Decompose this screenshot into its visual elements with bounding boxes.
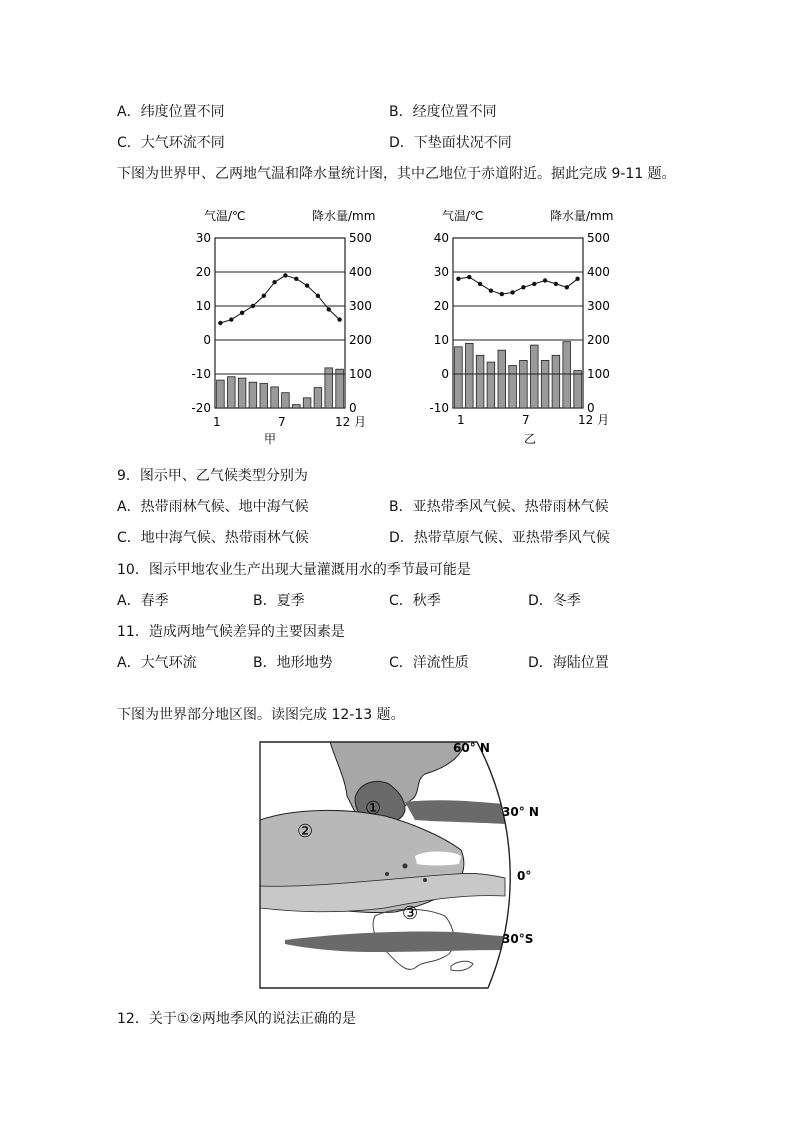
temp-point (532, 282, 536, 286)
precip-tick-label: 200 (587, 333, 610, 347)
temp-tick-label: -10 (429, 401, 449, 415)
precip-bar (249, 382, 257, 408)
precip-bar (476, 355, 484, 408)
temp-tick-label: -10 (191, 367, 211, 381)
q9-option-a: A．热带雨林气候、地中海气候 (117, 499, 309, 515)
temp-point (251, 304, 255, 308)
marker-3: ③ (402, 903, 419, 924)
q10-stem: 10．图示甲地农业生产出现大量灌溉用水的季节最可能是 (117, 562, 471, 578)
prev-option-b: B．经度位置不同 (389, 104, 497, 120)
precip-bar (293, 405, 301, 408)
q9-option-b: B．亚热带季风气候、热带雨林气候 (389, 499, 609, 515)
precip-bar (228, 377, 236, 408)
temp-tick-label: 0 (203, 333, 211, 347)
precip-bar (336, 369, 344, 408)
precip-bar (498, 350, 506, 408)
precip-tick-label: 100 (349, 367, 372, 381)
q12-stem: 12．关于①②两地季风的说法正确的是 (117, 1011, 356, 1027)
precip-bar (520, 360, 528, 408)
temp-tick-label: 20 (433, 299, 449, 313)
temp-point (305, 283, 309, 287)
precip-tick-label: 500 (349, 231, 372, 245)
q11-option-b: B．地形地势 (253, 655, 333, 671)
precip-bar (509, 366, 517, 409)
temp-point (327, 307, 331, 311)
precip-bar (563, 342, 571, 408)
precip-tick-label: 0 (349, 401, 357, 415)
q9-option-d: D．热带草原气候、亚热带季风气候 (389, 530, 610, 546)
intro-9-11: 下图为世界甲、乙两地气温和降水量统计图，其中乙地位于赤道附近。据此完成 9-11 题。 (117, 166, 676, 182)
precip-axis-label: 降水量/mm (312, 209, 376, 223)
prev-option-d: D．下垫面状况不同 (389, 135, 512, 151)
temp-point (456, 277, 460, 281)
temp-line (458, 277, 577, 294)
q11-option-c: C．洋流性质 (389, 655, 469, 671)
temp-point (272, 280, 276, 284)
precip-tick-label: 300 (587, 299, 610, 313)
chart-name-yi: 乙 (524, 432, 537, 446)
precip-tick-label: 500 (587, 231, 610, 245)
x-tick-12: 12 月 (335, 415, 367, 429)
temp-tick-label: 10 (195, 299, 211, 313)
lat-30n-label: 30° N (502, 805, 539, 819)
precip-bar (466, 343, 474, 408)
temp-tick-label: 20 (195, 265, 211, 279)
temp-axis-label: 气温/℃ (442, 209, 484, 223)
x-tick-12: 12 月 (578, 413, 610, 427)
q10-option-d: D．冬季 (528, 593, 581, 609)
temp-point (467, 275, 471, 279)
climate-chart-jia (190, 203, 380, 448)
x-tick-7: 7 (522, 413, 530, 427)
precip-axis-label: 降水量/mm (550, 209, 614, 223)
temp-point (240, 311, 244, 315)
q10-option-a: A．春季 (117, 593, 169, 609)
x-tick-1: 1 (213, 415, 221, 429)
chart-name-jia: 甲 (264, 432, 277, 446)
temp-line (220, 275, 339, 323)
temp-point (575, 277, 579, 281)
temp-point (218, 321, 222, 325)
precip-bar (217, 380, 225, 408)
temp-tick-label: 30 (195, 231, 211, 245)
climate-chart-yi (428, 203, 618, 448)
temp-axis-label: 气温/℃ (204, 209, 246, 223)
q9-stem: 9．图示甲、乙气候类型分别为 (117, 468, 308, 484)
temp-point (229, 317, 233, 321)
prev-option-a: A．纬度位置不同 (117, 104, 225, 120)
precip-tick-label: 300 (349, 299, 372, 313)
temp-point (478, 282, 482, 286)
precip-bar (455, 347, 463, 408)
precip-bar (282, 393, 290, 408)
marker-2: ② (297, 821, 314, 842)
temp-point (283, 273, 287, 277)
temp-point (510, 290, 514, 294)
precip-tick-label: 0 (587, 401, 595, 415)
lat-30s-label: 30°S (502, 932, 534, 946)
q9-option-c: C．地中海气候、热带雨林气候 (117, 530, 309, 546)
precip-bar (574, 371, 582, 408)
precip-bar (531, 345, 539, 408)
temp-tick-label: -20 (191, 401, 211, 415)
precip-bar (303, 398, 311, 408)
lat-0-label: 0° (517, 869, 532, 883)
temp-point (543, 278, 547, 282)
temp-tick-label: 40 (433, 231, 449, 245)
temp-tick-label: 30 (433, 265, 449, 279)
precip-bar (238, 378, 246, 408)
temp-point (500, 292, 504, 296)
temp-point (554, 282, 558, 286)
precip-bar (260, 384, 268, 409)
world-region-map (255, 738, 545, 993)
precip-tick-label: 100 (587, 367, 610, 381)
temp-point (489, 289, 493, 293)
temp-point (337, 317, 341, 321)
q11-option-a: A．大气环流 (117, 655, 197, 671)
lat-60n-label: 60° N (453, 741, 490, 755)
x-tick-7: 7 (278, 415, 286, 429)
marker-1: ① (365, 798, 382, 819)
q10-option-b: B．夏季 (253, 593, 305, 609)
precip-bar (541, 360, 549, 408)
temp-tick-label: 0 (441, 367, 449, 381)
temp-point (262, 294, 266, 298)
temp-point (294, 277, 298, 281)
precip-bar (271, 387, 279, 408)
temp-point (316, 294, 320, 298)
precip-tick-label: 400 (587, 265, 610, 279)
temp-tick-label: 10 (433, 333, 449, 347)
temp-point (565, 285, 569, 289)
precip-tick-label: 200 (349, 333, 372, 347)
precip-bar (487, 362, 495, 408)
temp-point (521, 285, 525, 289)
x-tick-1: 1 (457, 413, 465, 427)
q10-option-c: C．秋季 (389, 593, 441, 609)
intro-12-13: 下图为世界部分地区图。读图完成 12-13 题。 (117, 707, 405, 723)
precip-tick-label: 400 (349, 265, 372, 279)
precip-bar (552, 355, 560, 408)
prev-option-c: C．大气环流不同 (117, 135, 225, 151)
q11-stem: 11．造成两地气候差异的主要因素是 (117, 624, 345, 640)
precip-bar (314, 388, 322, 408)
q11-option-d: D．海陆位置 (528, 655, 609, 671)
